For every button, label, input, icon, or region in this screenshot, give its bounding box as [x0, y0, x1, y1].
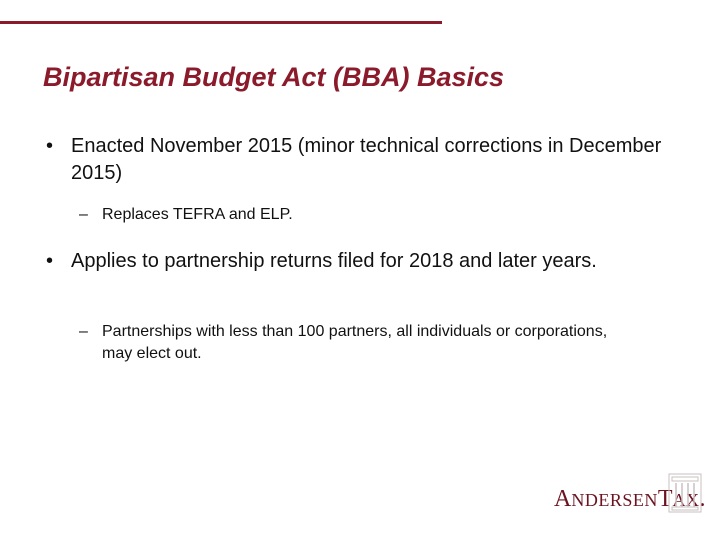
andersen-tax-logo: ANDERSENTAX. — [554, 486, 706, 512]
sub-bullet-item — [79, 204, 639, 226]
bullet-marker: • — [46, 250, 54, 272]
sub-bullet-text: Partnerships with less than 100 partners, all individuals or corporations, may elect out. — [102, 323, 608, 362]
title-rule — [0, 21, 442, 24]
bullet-item — [46, 248, 686, 275]
sub-bullet-marker: – — [79, 206, 88, 223]
sub-bullet-marker: – — [79, 323, 88, 340]
bullet-text: Applies to partnership returns filed for 2018 and later years. — [71, 250, 597, 272]
bullet-marker: • — [46, 135, 54, 157]
sub-bullet-text: Replaces TEFRA and ELP. — [102, 206, 293, 223]
sub-bullet-item — [79, 321, 639, 365]
slide-title: Bipartisan Budget Act (BBA) Basics — [43, 62, 505, 92]
bullet-item — [46, 133, 686, 187]
building-columns-icon — [668, 473, 702, 513]
bullet-text: Enacted November 2015 (minor technical corrections in December 2015) — [71, 135, 662, 184]
